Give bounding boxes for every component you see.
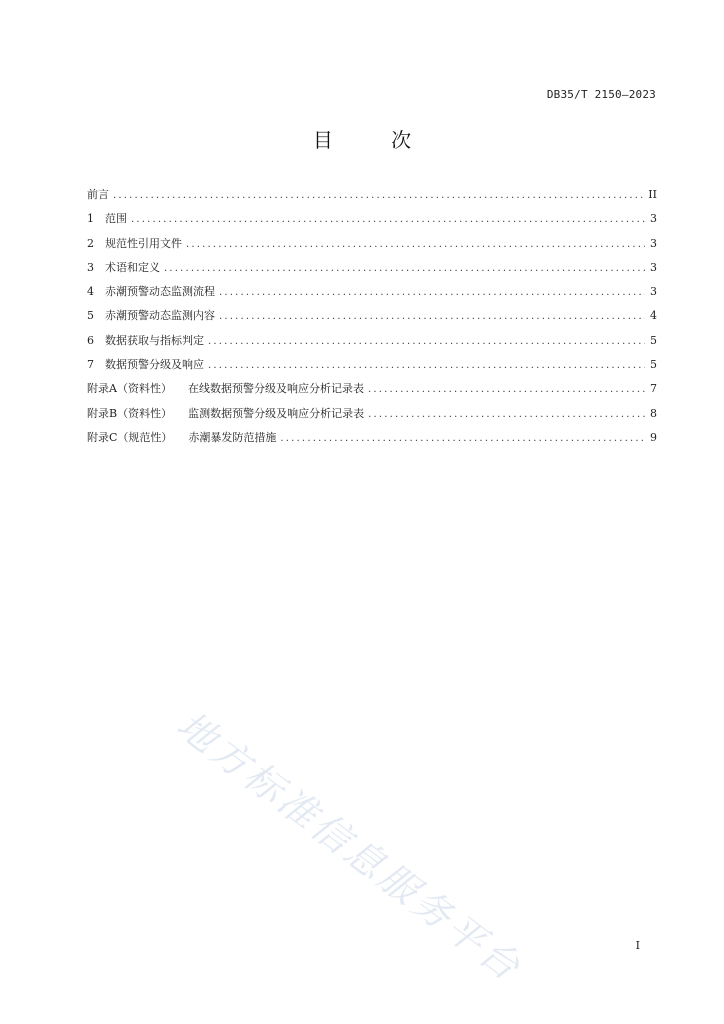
toc-entry-appendix-a[interactable]: [87, 382, 657, 406]
toc-leader-dots: [164, 262, 645, 276]
toc-entry-number: 2: [87, 236, 94, 250]
toc-appendix-number: 附录A（资料性）: [87, 382, 172, 396]
toc-entry-page: 3: [650, 236, 657, 250]
toc-entry-label: 监测数据预警分级及响应分析记录表: [188, 406, 365, 420]
watermark: 地方标准信息服务平台: [168, 702, 531, 991]
toc-leader-dots: [186, 238, 645, 252]
page-number: I: [635, 939, 640, 952]
toc-entry-4[interactable]: [87, 285, 657, 309]
toc-entry-page: 3: [650, 285, 657, 299]
toc-leader-dots: [219, 310, 645, 324]
toc-entry-page: 5: [650, 333, 657, 347]
toc-entry-label: 赤潮预警动态监测内容: [105, 309, 215, 323]
toc-title: 目 次: [312, 128, 438, 152]
toc-entry-number: 4: [87, 285, 94, 299]
toc-entry-label: 数据获取与指标判定: [105, 333, 204, 347]
toc-entry-number: 5: [87, 309, 94, 323]
toc-entry-label: 赤潮暴发防范措施: [188, 430, 277, 444]
toc-entry-label: 范围: [105, 212, 127, 226]
toc-entry-number: 3: [87, 260, 94, 274]
toc-appendix-number: 附录B（资料性）: [87, 406, 173, 420]
toc-entry-page: 4: [650, 309, 657, 323]
toc-entry-5[interactable]: [87, 309, 657, 333]
toc-entry-page: 3: [650, 212, 657, 226]
toc-entry-foreword[interactable]: [87, 188, 657, 212]
toc-entry-label: 数据预警分级及响应: [105, 358, 204, 372]
toc-leader-dots: [219, 286, 645, 300]
toc-entry-number: 1: [87, 212, 94, 226]
toc-entry-appendix-b[interactable]: [87, 407, 657, 431]
toc-entry-label: 赤潮预警动态监测流程: [105, 285, 215, 299]
toc-entry-6[interactable]: [87, 334, 657, 358]
toc-entry-2[interactable]: [87, 237, 657, 261]
toc-entry-3[interactable]: [87, 261, 657, 285]
toc-entry-label: 规范性引用文件: [105, 236, 182, 250]
toc-entry-number: 7: [87, 358, 94, 372]
toc-appendix-number: 附录C（规范性）: [87, 430, 173, 444]
toc-entry-number: 6: [87, 333, 94, 347]
toc-entry-page: 7: [650, 382, 657, 396]
toc-entry-appendix-c[interactable]: [87, 431, 657, 455]
toc-entry-label: 前言: [87, 188, 109, 201]
toc-entry-page: II: [648, 188, 657, 201]
toc-entry-7[interactable]: [87, 358, 657, 382]
table-of-contents: [87, 188, 657, 455]
toc-entry-label: 术语和定义: [105, 260, 160, 274]
toc-leader-dots: [280, 432, 645, 446]
toc-leader-dots: [131, 213, 645, 227]
toc-leader-dots: [113, 189, 644, 203]
toc-leader-dots: [368, 383, 645, 397]
toc-leader-dots: [368, 408, 645, 422]
toc-leader-dots: [208, 359, 645, 373]
toc-entry-page: 5: [650, 358, 657, 372]
toc-entry-1[interactable]: [87, 212, 657, 236]
document-code: DB35/T 2150—2023: [546, 88, 656, 101]
toc-entry-page: 3: [650, 260, 657, 274]
toc-entry-page: 8: [650, 406, 657, 420]
toc-entry-label: 在线数据预警分级及响应分析记录表: [187, 382, 364, 396]
toc-leader-dots: [208, 335, 645, 349]
toc-entry-page: 9: [650, 430, 657, 444]
